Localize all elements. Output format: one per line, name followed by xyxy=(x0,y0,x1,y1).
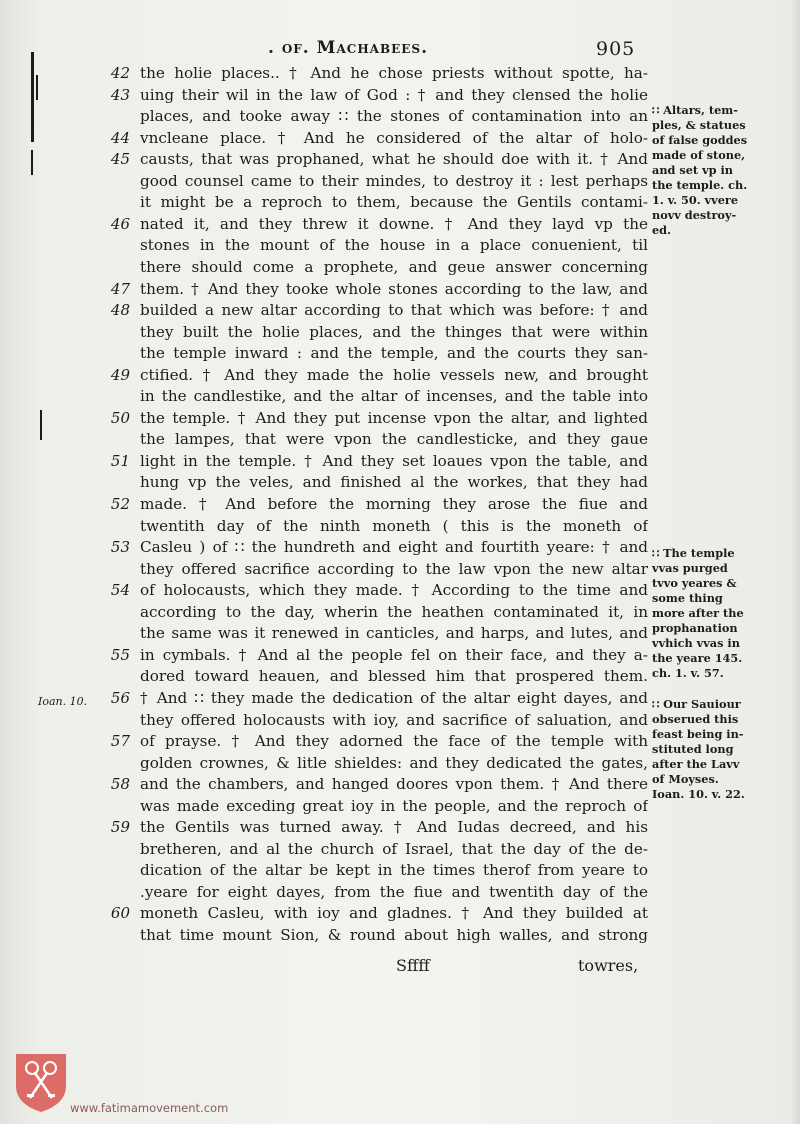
verse-number: 44 xyxy=(110,128,130,147)
margin-note-altars xyxy=(652,103,792,238)
margin-note-line: the temple. ch. xyxy=(652,178,748,192)
papal-keys-logo-icon xyxy=(14,1052,68,1114)
text-line: according to the day, wherin the heathen contaminated it, in xyxy=(140,602,648,621)
margin-note-temple xyxy=(652,546,792,681)
verse-number: 58 xyxy=(110,775,130,794)
margin-note-line: vvas purged xyxy=(652,561,728,575)
margin-note-line: tvvo yeares & xyxy=(652,576,737,590)
margin-note-line: ch. 1. v. 57. xyxy=(652,666,724,680)
verse-number: 54 xyxy=(110,581,130,600)
verse-number: 59 xyxy=(110,818,130,837)
verse-number: 60 xyxy=(110,904,130,923)
text-line: moneth Casleu, with ioy and gladnes. † And they builded at xyxy=(140,904,648,923)
text-line: uing their wil in the law of God : † and they clensed the holie xyxy=(140,85,648,104)
text-line: of prayse. † And they adorned the face of the temple with xyxy=(140,732,648,751)
verse-number: 53 xyxy=(110,538,130,557)
text-line: golden crownes, & litle shieldes: and they dedicated the gates, xyxy=(140,753,648,772)
margin-note-line: Ioan. 10. v. 22. xyxy=(652,787,745,801)
page-number: 905 xyxy=(596,38,636,60)
text-line: the lampes, that were vpon the candlesticke, and they gaue xyxy=(140,430,648,449)
margin-note-line: ples, & statues xyxy=(652,118,746,132)
text-line: nated it, and they threw it downe. † And they layd vp the xyxy=(140,214,648,233)
text-line: hung vp the veles, and finished al the workes, that they had xyxy=(140,473,648,492)
margin-note-saviour xyxy=(652,697,792,802)
text-line: twentith day of the ninth moneth ( this is the moneth of xyxy=(140,516,648,535)
text-line: bretheren, and al the church of Israel, that the day of the de- xyxy=(140,839,648,858)
margin-rule xyxy=(36,75,38,100)
margin-note-line: novv destroy- xyxy=(652,208,737,222)
text-line: ctified. † And they made the holie vessels new, and brought xyxy=(140,365,648,384)
text-line: the temple inward : and the temple, and the courts they san- xyxy=(140,344,648,363)
margin-note-line: after the Lavv xyxy=(652,757,740,771)
margin-note-line: 1. v. 50. vvere xyxy=(652,193,739,207)
margin-note-line: some thing xyxy=(652,591,723,605)
margin-note-line: of Moyses. xyxy=(652,772,719,786)
verse-number: 56 xyxy=(110,688,130,707)
left-margin-reference: Ioan. 10. xyxy=(38,695,88,708)
text-line: places, and tooke away ∷ the stones of contamination into an xyxy=(140,107,648,126)
page-header xyxy=(0,38,800,62)
margin-note-line: the yeare 145. xyxy=(652,651,743,665)
margin-note-line: of false goddes xyxy=(652,133,748,147)
verse-number: 52 xyxy=(110,495,130,513)
verse-number: 50 xyxy=(110,408,130,427)
verse-number: 47 xyxy=(110,279,130,298)
margin-note-line: ed. xyxy=(652,223,672,237)
signature-mark: Sffff xyxy=(396,956,430,975)
margin-rule xyxy=(31,52,34,142)
text-line: made. † And before the morning they arose the fiue and xyxy=(140,495,648,513)
text-line: in the candlestike, and the altar of incenses, and the table into xyxy=(140,387,648,406)
text-line: Casleu ) of ∷ the hundreth and eight and fourtith yeare: † and xyxy=(140,538,648,557)
text-line: it might be a reproch to them, because the Gentils contami- xyxy=(140,193,648,212)
text-line: the temple. † And they put incense vpon the altar, and lighted xyxy=(140,408,648,427)
margin-rule xyxy=(40,410,42,440)
text-line: stones in the mount of the house in a place conuenient, til xyxy=(140,236,648,255)
margin-note-line: ∷ The temple xyxy=(652,546,735,560)
margin-note-line: more after the xyxy=(652,606,744,620)
running-title: . of. Machabees. xyxy=(268,38,428,58)
verse-number: 42 xyxy=(110,64,130,82)
text-line: the Gentils was turned away. † And Iudas decreed, and his xyxy=(140,818,648,837)
text-line: .yeare for eight dayes, from the fiue and twentith day of the xyxy=(140,882,648,901)
margin-note-line: obserued this xyxy=(652,712,739,726)
text-line: of holocausts, which they made. † According to the time and xyxy=(140,581,648,600)
text-line: † And ∷ they made the dedication of the altar eight dayes, and xyxy=(140,688,648,707)
catchword: towres, xyxy=(578,956,639,975)
website-link[interactable]: www.fatimamovement.com xyxy=(70,1101,229,1115)
text-line: causts, that was prophaned, what he should doe with it. † And xyxy=(140,150,648,169)
text-line: in cymbals. † And al the people fel on their face, and they a- xyxy=(140,645,648,664)
text-line: vncleane place. † And he considered of the altar of holo- xyxy=(140,128,648,147)
text-line: them. † And they tooke whole stones according to the law, and xyxy=(140,279,648,298)
text-line: dored toward heauen, and blessed him that prospered them. xyxy=(140,667,648,686)
text-line: builded a new altar according to that which was before: † and xyxy=(140,301,648,320)
text-line: that time mount Sion, & round about high walles, and strong xyxy=(140,926,648,944)
verse-number: 48 xyxy=(110,301,130,320)
margin-note-line: and set vp in xyxy=(652,163,733,177)
verse-number: 51 xyxy=(110,451,130,470)
margin-note-line: prophanation xyxy=(652,621,738,635)
text-line: good counsel came to their mindes, to destroy it : lest perhaps xyxy=(140,171,648,190)
verse-number: 46 xyxy=(110,214,130,233)
verse-number: 57 xyxy=(110,732,130,751)
verse-number: 55 xyxy=(110,645,130,664)
margin-note-line: vvhich vvas in xyxy=(652,636,740,650)
verse-number: 49 xyxy=(110,365,130,384)
text-line: they offered sacrifice according to the law vpon the new altar xyxy=(140,559,648,578)
verse-number: 43 xyxy=(110,85,130,104)
text-line: the holie places.. † And he chose priests without spotte, ha- xyxy=(140,64,648,82)
text-line: they offered holocausts with ioy, and sacrifice of saluation, and xyxy=(140,710,648,729)
text-line: and the chambers, and hanged doores vpon them. † And there xyxy=(140,775,648,794)
text-line: dication of the altar be kept in the times therof from yeare to xyxy=(140,861,648,880)
verse-number: 45 xyxy=(110,150,130,169)
text-line: the same was it renewed in canticles, and harps, and lutes, and xyxy=(140,624,648,643)
text-line: light in the temple. † And they set loaues vpon the table, and xyxy=(140,451,648,470)
margin-note-line: feast being in- xyxy=(652,727,744,741)
margin-note-line: stituted long xyxy=(652,742,734,756)
margin-note-line: ∷ Altars, tem- xyxy=(652,103,738,117)
text-line: was made exceding great ioy in the people, and the reproch of xyxy=(140,796,648,815)
margin-rule xyxy=(31,150,33,175)
margin-note-line: ∷ Our Sauiour xyxy=(652,697,741,711)
margin-note-line: made of stone, xyxy=(652,148,746,162)
text-line: they built the holie places, and the thinges that were within xyxy=(140,322,648,341)
text-line: there should come a prophete, and geue answer concerning xyxy=(140,257,648,276)
